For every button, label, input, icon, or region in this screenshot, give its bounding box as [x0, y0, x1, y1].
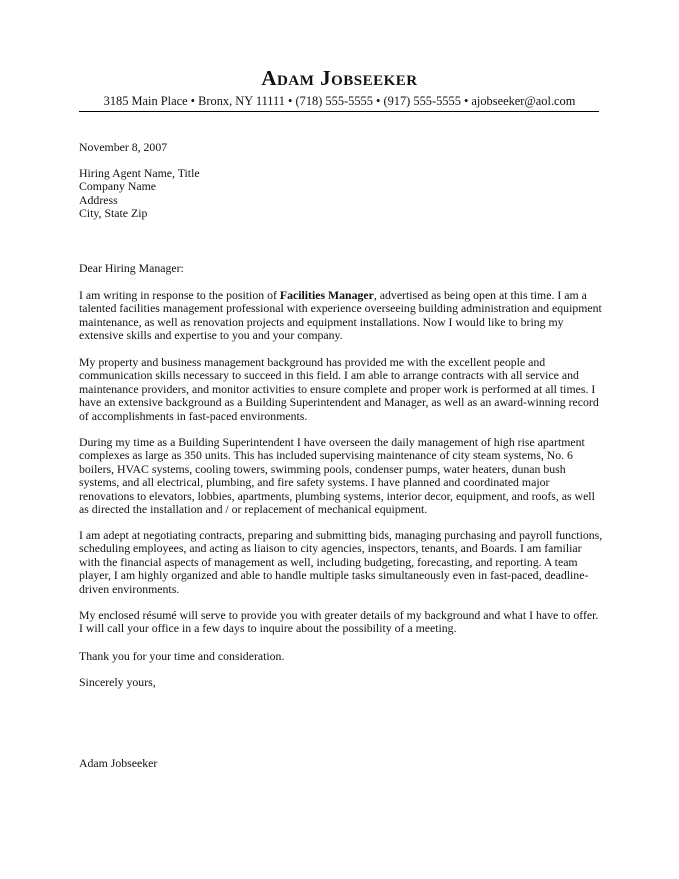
recipient-city-state-zip: City, State Zip	[79, 206, 148, 221]
paragraph-closing: My enclosed résumé will serve to provide you with greater details of my background and what I have to offer. I will call your office in a few days to inquire about the possibility of a meeting.	[79, 608, 599, 636]
letterhead-divider	[79, 111, 599, 112]
recipient-company: Company Name	[79, 179, 156, 194]
letterhead-name: Adam Jobseeker	[261, 66, 418, 90]
paragraph-skills: I am adept at negotiating contracts, preparing and submitting bids, managing purchasing and payroll functions, scheduling employees, and acting as liaison to city agencies, inspectors, tenants, and Boards. I am familiar with the financial aspects of management as well, including budgeting, forecasting, and reporting. A team player, I am highly organized and able to handle multiple tasks simultaneously even in fast-paced, deadline- driven environments.	[79, 528, 603, 596]
thank-you-line: Thank you for your time and consideration.	[79, 649, 285, 663]
letterhead-contact: 3185 Main Place • Bronx, NY 11111 • (718) 555-5555 • (917) 555-5555 • ajobseeker@aol.com	[103, 94, 576, 108]
paragraph-intro-rest: , advertised as being open at this time. I am a talented facilities management professional with experience overseeing building administration and equipment maintenance, as well as renovation projects and equipment installations. Now I would like to bring my extensive skills and expertise to you and your company.	[79, 288, 602, 343]
complimentary-close: Sincerely yours,	[79, 675, 156, 689]
position-title: Facilities Manager	[279, 288, 374, 302]
paragraph-intro-start: I am writing in response to the position of	[79, 288, 280, 302]
signature-name: Adam Jobseeker	[79, 756, 158, 770]
recipient-address: Address	[79, 192, 118, 207]
paragraph-background: My property and business management background has provided me with the excellent people and communication skills necessary to succeed in this field. I am able to arrange contracts with all service and maintenance providers, and monitor activities to ensure complete and proper work is performed at all times. I have an extensive background as a Building Superintendent and Manager, as well as an award-winning record of accomplishments in fast-paced environments.	[79, 355, 599, 423]
salutation: Dear Hiring Manager:	[79, 261, 184, 275]
letter-date: November 8, 2007	[79, 140, 168, 154]
paragraph-intro	[79, 289, 609, 343]
recipient-name-title: Hiring Agent Name, Title	[79, 166, 200, 180]
recipient-block	[79, 167, 609, 221]
paragraph-experience: During my time as a Building Superintendent I have overseen the daily management of high rise apartment complexes as large as 350 units. This has included supervising maintenance of city steam systems, No. 6 boilers, HVAC systems, cooling towers, swimming pools, condenser pumps, water heaters, dunan bush systems, and all electrical, plumbing, and fire safety systems. I have planned and coordinated major renovations to elevators, lobbies, apartments, plumbing systems, interior decor, equipment, and roofs, as well as directed the installation and / or replacement of mechanical equipment.	[79, 435, 595, 517]
